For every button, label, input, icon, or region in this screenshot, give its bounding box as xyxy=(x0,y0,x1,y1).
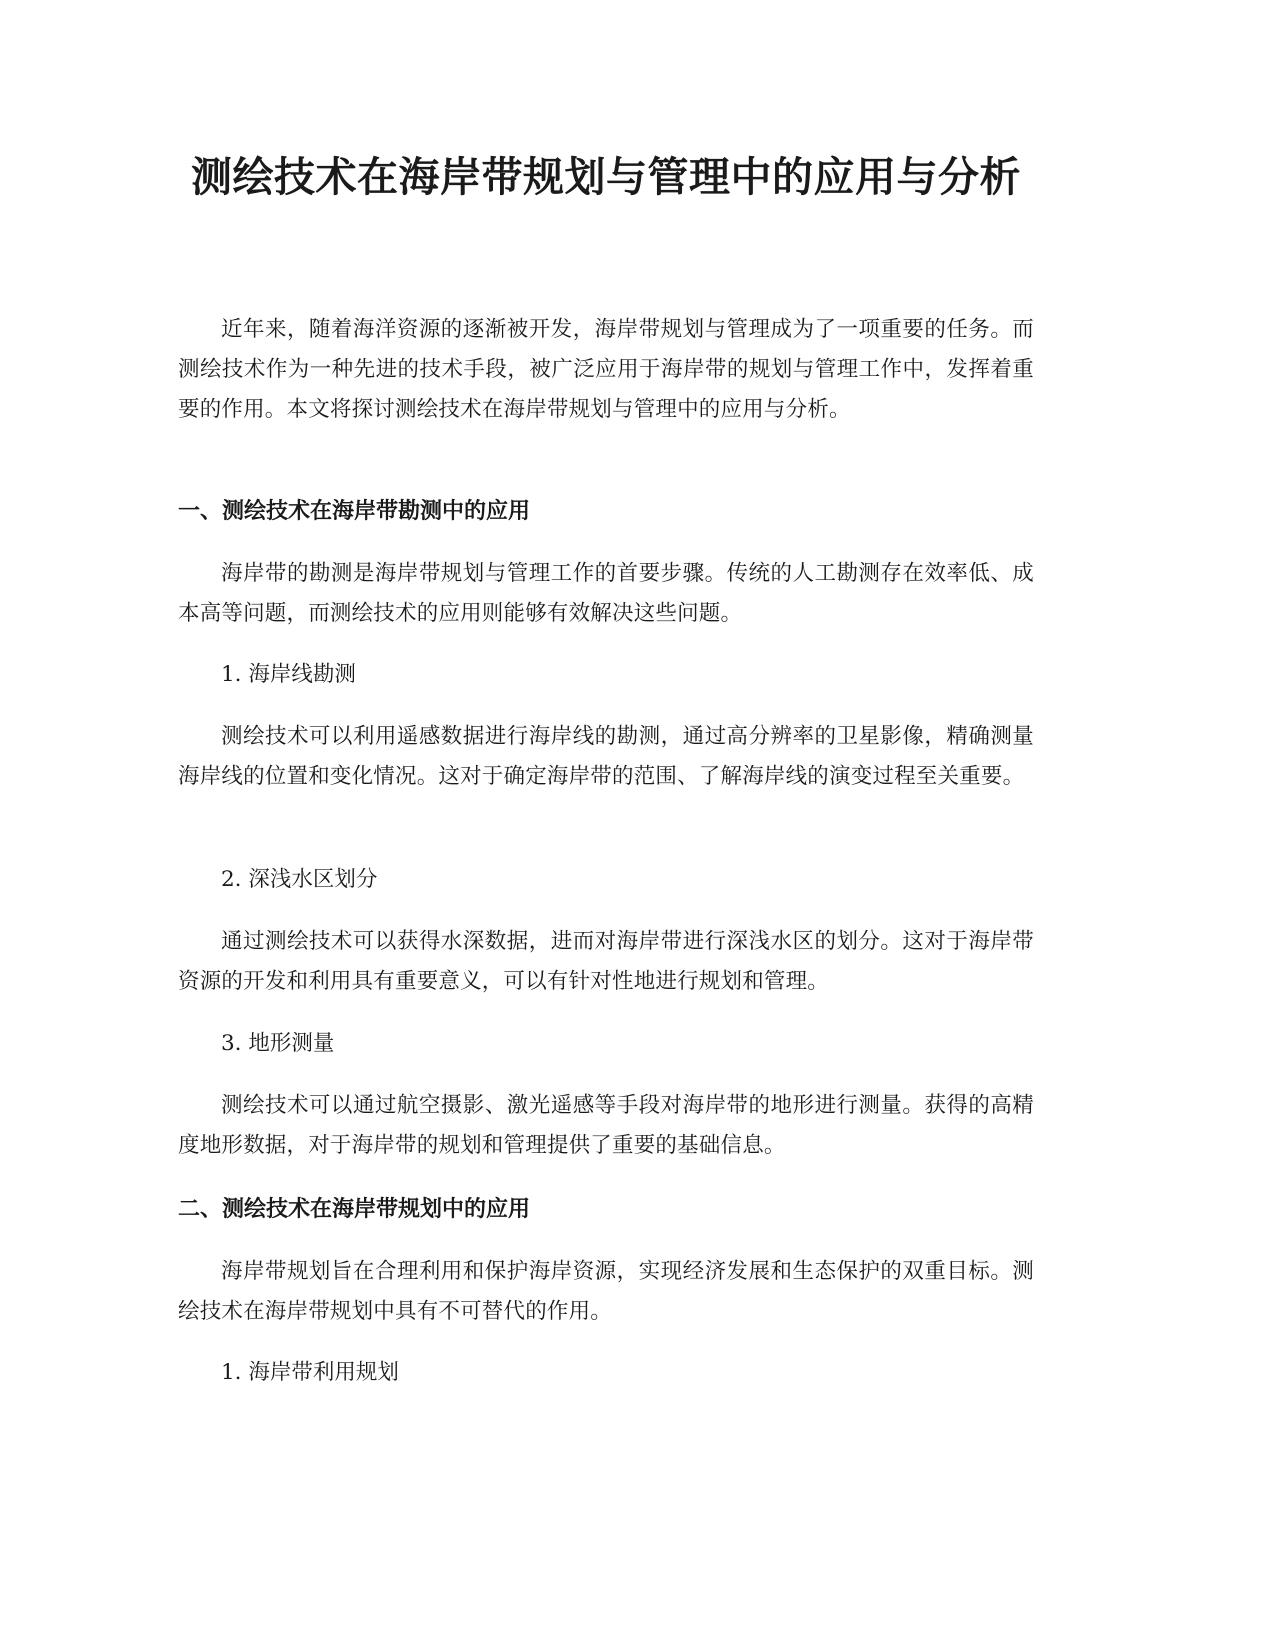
section-1-intro: 海岸带的勘测是海岸带规划与管理工作的首要步骤。传统的人工勘测存在效率低、成本高等问题，而测绘技术的应用则能够有效解决这些问题。 xyxy=(178,561,1034,626)
section-2-item-1-title: 1. 海岸带利用规划 xyxy=(221,1360,399,1385)
section-1-item-3-title: 3. 地形测量 xyxy=(221,1031,335,1056)
intro-paragraph: 近年来，随着海洋资源的逐渐被开发，海岸带规划与管理成为了一项重要的任务。而测绘技术作为一种先进的技术手段，被广泛应用于海岸带的规划与管理工作中，发挥着重要的作用。本文将探讨测绘技术在海岸带规划与管理中的应用与分析。 xyxy=(178,317,1034,422)
section-1-item-1-title: 1. 海岸线勘测 xyxy=(221,662,356,687)
section-2-intro: 海岸带规划旨在合理利用和保护海岸资源，实现经济发展和生态保护的双重目标。测绘技术在海岸带规划中具有不可替代的作用。 xyxy=(178,1259,1034,1324)
document-title: 测绘技术在海岸带规划与管理中的应用与分析 xyxy=(191,153,1021,201)
section-1-heading: 一、测绘技术在海岸带勘测中的应用 xyxy=(178,499,531,524)
section-2-heading: 二、测绘技术在海岸带规划中的应用 xyxy=(178,1197,531,1222)
section-1-item-2-text: 通过测绘技术可以获得水深数据，进而对海岸带进行深浅水区的划分。这对于海岸带资源的开发和利用具有重要意义，可以有针对性地进行规划和管理。 xyxy=(178,929,1034,994)
section-1-item-2-title: 2. 深浅水区划分 xyxy=(221,867,378,892)
section-1-item-1-text: 测绘技术可以利用遥感数据进行海岸线的勘测，通过高分辨率的卫星影像，精确测量海岸线的位置和变化情况。这对于确定海岸带的范围、了解海岸线的演变过程至关重要。 xyxy=(178,724,1034,789)
section-1-item-3-text: 测绘技术可以通过航空摄影、激光遥感等手段对海岸带的地形进行测量。获得的高精度地形数据，对于海岸带的规划和管理提供了重要的基础信息。 xyxy=(178,1093,1034,1158)
